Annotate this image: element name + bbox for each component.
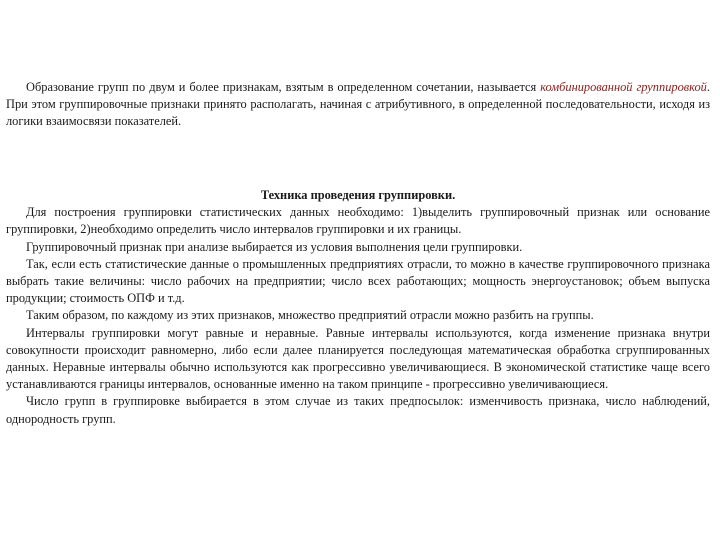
intro-text-start: Образование групп по двум и более признакам, взятым в определенном сочетании, называется — [26, 80, 541, 94]
section-title: Техника проведения группировки. — [260, 188, 456, 202]
term-combined-grouping: комбинированной группировкой — [540, 80, 707, 94]
paragraph: Так, если есть статистические данные о промышленных предприятиях отрасли, то можно в качестве группировочного признака выбрать такие величины: число рабочих на предприятии; число всех работающих; мощность энергоустановок; объем выпуска продукции; стоимость ОПФ и т.д. — [6, 256, 710, 306]
intro-section — [6, 79, 710, 131]
intro-paragraph — [6, 79, 710, 131]
intro-text-end: . При этом группировочные признаки принято располагать, начиная с атрибутивного, в определенной последовательности, исходя из логики взаимосвязи показателей. — [6, 80, 710, 129]
paragraph: Для построения группировки статистических данных необходимо: 1)выделить группировочный признак или основание группировки, 2)необходимо определить число интервалов группировки и их границы. — [6, 205, 710, 237]
paragraph: Интервалы группировки могут равные и неравные. Равные интервалы используются, когда изменение признака внутри совокупности происходит равномерно, либо если далее планируется последующая математическая обработка сгруппированных данных. Неравные интервалы обычно используются как прогрессивно увеличивающиеся. В экономической статистике чаще всего устанавливаются границы интервалов, основанные именно на таком принципе - прогрессивно увеличивающиеся. — [6, 325, 710, 392]
technique-section — [6, 187, 710, 428]
paragraph: Таким образом, по каждому из этих признаков, множество предприятий отрасли можно разбить на группы. — [26, 308, 594, 323]
paragraph: Группировочный признак при анализе выбирается из условия выполнения цели группировки. — [26, 239, 523, 254]
paragraph: Число групп в группировке выбирается в этом случае из таких предпосылок: изменчивость признака, число наблюдений, однородность групп. — [6, 394, 710, 426]
